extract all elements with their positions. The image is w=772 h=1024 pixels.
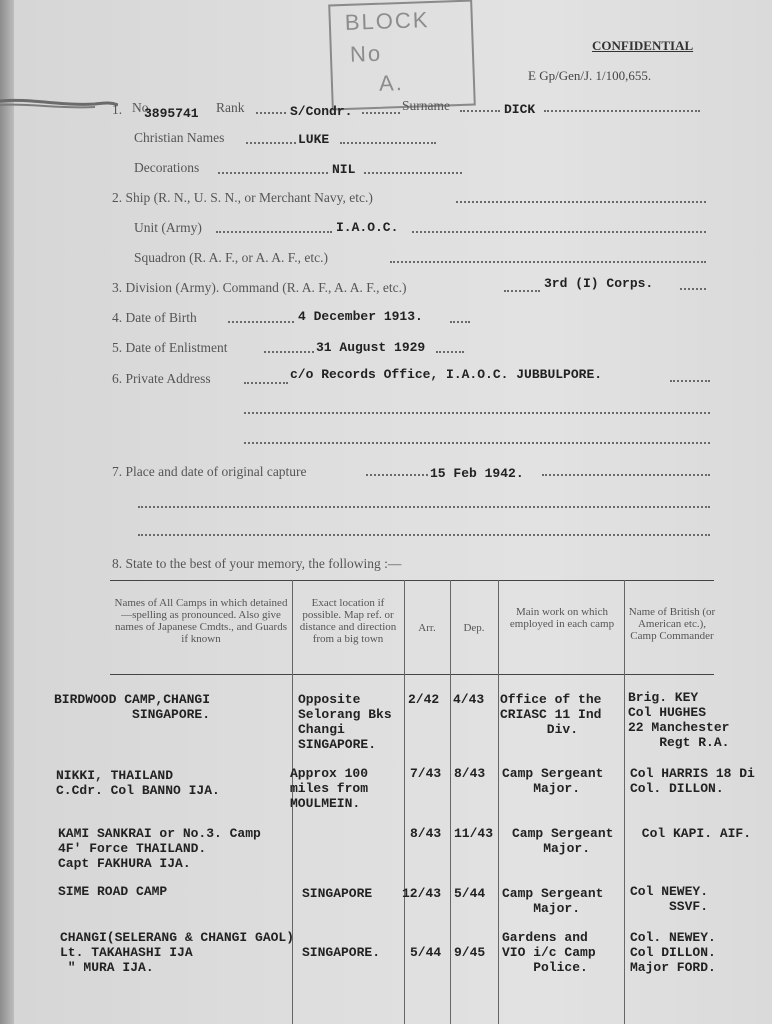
rank-value: S/Condr. bbox=[290, 104, 353, 119]
surname-value: DICK bbox=[504, 102, 536, 117]
page-binding-edge bbox=[0, 0, 14, 1024]
row5-camp: CHANGI(SELERANG & CHANGI GAOL) Lt. TAKAHASHI IJA " MURA IJA. bbox=[60, 930, 295, 975]
row1-commander: Brig. KEY Col HUGHES 22 Manchester Regt R.A. bbox=[628, 690, 730, 750]
row5-work: Gardens and VIO i/c Camp Police. bbox=[502, 930, 596, 975]
stamp-line1: BLOCK bbox=[344, 7, 430, 35]
row3-arr: 8/43 bbox=[410, 826, 442, 841]
dob-label: 4. Date of Birth bbox=[112, 310, 197, 325]
christian-names-label: Christian Names bbox=[134, 130, 225, 145]
row2-dep: 8/43 bbox=[454, 766, 486, 781]
tag-string bbox=[0, 96, 118, 110]
header-dep: Dep. bbox=[463, 622, 485, 634]
capture-label: 7. Place and date of original capture bbox=[112, 464, 307, 479]
row4-location: SINGAPORE bbox=[302, 886, 373, 901]
row3-work: Camp Sergeant Major. bbox=[512, 826, 614, 856]
capture-value: 15 Feb 1942. bbox=[430, 466, 524, 481]
block-stamp bbox=[328, 0, 476, 110]
reference-number: E Gp/Gen/J. 1/100,655. bbox=[528, 68, 652, 83]
ship-label: 2. Ship (R. N., U. S. N., or Merchant Navy, etc.) bbox=[112, 190, 373, 205]
row1-dep: 4/43 bbox=[453, 692, 485, 707]
row2-work: Camp Sergeant Major. bbox=[502, 766, 604, 796]
decorations-value: NIL bbox=[332, 162, 356, 177]
row2-location: Approx 100 miles from MOULMEIN. bbox=[290, 766, 369, 811]
row5-commander: Col. NEWEY. Col DILLON. Major FORD. bbox=[630, 930, 716, 975]
row2-arr: 7/43 bbox=[410, 766, 442, 781]
row1-work: Office of the CRIASC 11 Ind Div. bbox=[500, 692, 602, 737]
division-label: 3. Division (Army). Command (R. A. F., A. A. F., etc.) bbox=[112, 280, 407, 295]
address-value: c/o Records Office, I.A.O.C. JUBBULPORE. bbox=[290, 367, 603, 382]
row2-commander: Col HARRIS 18 Di Col. DILLON. bbox=[630, 766, 755, 796]
unit-value: I.A.O.C. bbox=[336, 220, 399, 235]
header-work: Main work on which employed in each camp bbox=[509, 606, 615, 630]
row1-camp: BIRDWOOD CAMP,CHANGI SINGAPORE. bbox=[54, 692, 211, 722]
christian-names-value: LUKE bbox=[298, 132, 330, 147]
row5-dep: 9/45 bbox=[454, 945, 486, 960]
rank-label: Rank bbox=[216, 100, 245, 115]
service-no-value: 3895741 bbox=[144, 106, 199, 121]
enlistment-label: 5. Date of Enlistment bbox=[112, 340, 228, 355]
header-commander: Name of British (or American etc.), Camp Commander bbox=[628, 606, 716, 642]
memory-label: 8. State to the best of your memory, the following :— bbox=[112, 556, 402, 571]
division-value: 3rd (I) Corps. bbox=[544, 276, 654, 291]
row4-camp: SIME ROAD CAMP bbox=[58, 884, 168, 899]
squadron-label: Squadron (R. A. F., or A. A. F., etc.) bbox=[134, 250, 328, 265]
surname-label: Surname bbox=[402, 98, 450, 113]
classification-label: CONFIDENTIAL bbox=[592, 38, 694, 53]
row3-camp: KAMI SANKRAI or No.3. Camp 4F' Force THAILAND. Capt FAKHURA IJA. bbox=[58, 826, 261, 871]
enlistment-value: 31 August 1929 bbox=[316, 340, 426, 355]
unit-label: Unit (Army) bbox=[134, 220, 202, 235]
row4-arr: 12/43 bbox=[402, 886, 442, 901]
dob-value: 4 December 1913. bbox=[298, 309, 423, 324]
row4-work: Camp Sergeant Major. bbox=[502, 886, 604, 916]
decorations-label: Decorations bbox=[134, 160, 200, 175]
row3-dep: 11/43 bbox=[454, 826, 494, 841]
field1-number: 1. bbox=[112, 102, 123, 117]
header-arr: Arr. bbox=[418, 622, 436, 634]
row5-arr: 5/44 bbox=[410, 945, 442, 960]
row3-commander: Col KAPI. AIF. bbox=[634, 826, 752, 841]
stamp-line2: No bbox=[349, 40, 383, 67]
row5-location: SINGAPORE. bbox=[302, 945, 381, 960]
stamp-line3: A. bbox=[378, 69, 405, 96]
row4-dep: 5/44 bbox=[454, 886, 486, 901]
service-no-label: No. bbox=[132, 100, 152, 115]
header-camps: Names of All Camps in which detained—spelling as pronounced. Also give names of Japanese Cmdts., and Guards if known bbox=[114, 597, 288, 645]
row2-camp: NIKKI, THAILAND C.Cdr. Col BANNO IJA. bbox=[56, 768, 220, 798]
header-location: Exact location if possible. Map ref. or distance and direction from a big town bbox=[299, 597, 397, 645]
address-label: 6. Private Address bbox=[112, 371, 211, 386]
row1-arr: 2/42 bbox=[408, 692, 440, 707]
row1-location: Opposite Selorang Bks Changi SINGAPORE. bbox=[298, 692, 392, 752]
row4-commander: Col NEWEY. SSVF. bbox=[630, 884, 709, 914]
